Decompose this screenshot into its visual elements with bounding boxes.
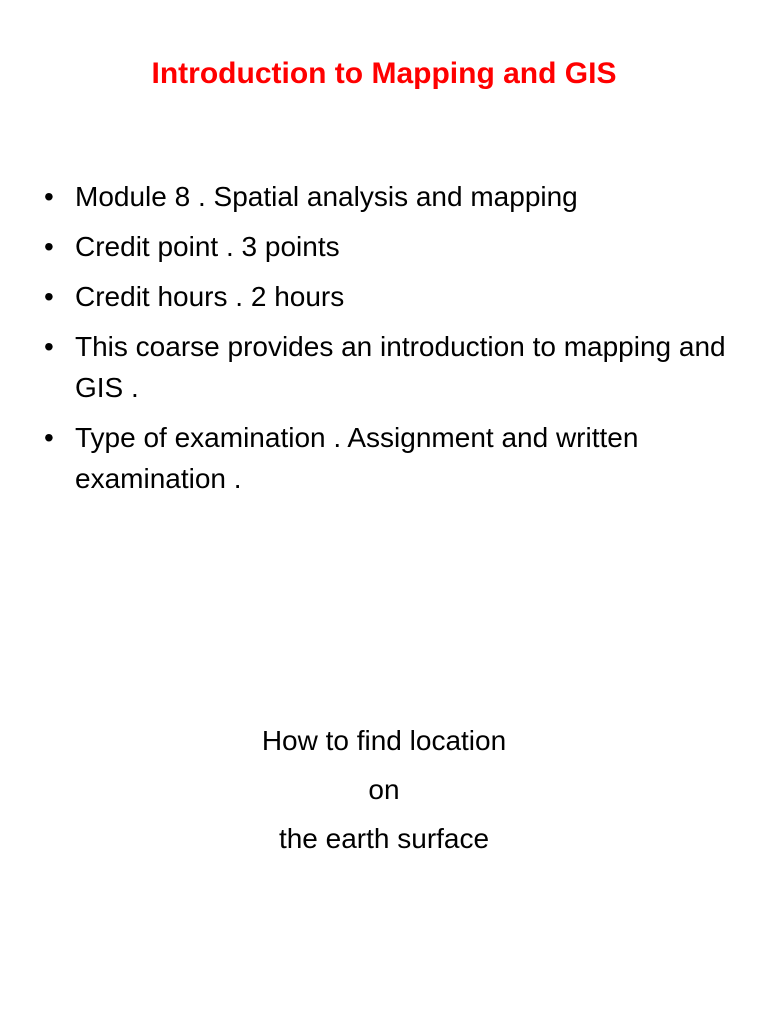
bullet-item (44, 226, 734, 267)
footer-text (0, 716, 768, 863)
footer-line: the earth surface (278, 823, 490, 854)
slide-title: Introduction to Mapping and GIS (151, 57, 617, 90)
bullet-item (44, 326, 734, 408)
bullet-list (44, 176, 734, 508)
footer-line: How to find location (261, 725, 507, 756)
bullet-icon: • (44, 422, 54, 453)
bullet-icon: • (44, 281, 54, 312)
bullet-text: This coarse provides an introduction to mapping and GIS . (75, 331, 726, 403)
bullet-icon: • (44, 231, 54, 262)
bullet-text: Type of examination . Assignment and written examination . (75, 422, 639, 494)
bullet-item (44, 276, 734, 317)
bullet-text: Credit hours . 2 hours (75, 281, 345, 312)
bullet-icon: • (44, 181, 54, 212)
bullet-item (44, 176, 734, 217)
bullet-item (44, 417, 734, 499)
bullet-text: Credit point . 3 points (75, 231, 340, 262)
bullet-text: Module 8 . Spatial analysis and mapping (75, 181, 578, 212)
footer-line: on (368, 774, 400, 805)
bullet-icon: • (44, 331, 54, 362)
